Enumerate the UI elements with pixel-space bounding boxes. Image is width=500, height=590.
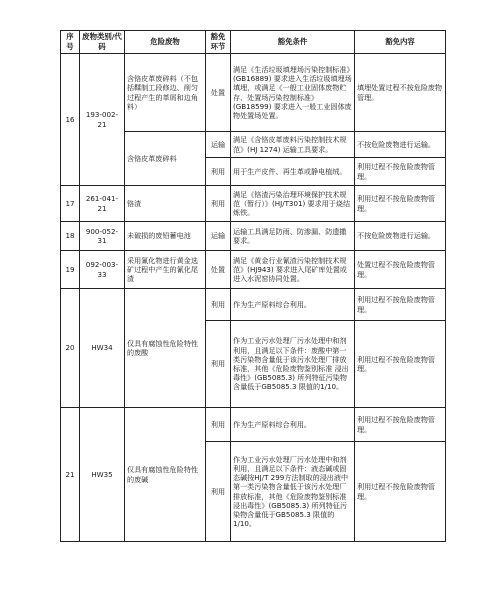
- exempt-stage: 利用: [206, 158, 231, 186]
- exempt-content: 不按危险废物进行运输。: [355, 222, 446, 251]
- exempt-condition: 满足《生活垃圾填埋场污染控制标准》(GB16889) 要求进入生活垃圾填埋场填埋，或满足《一般工业固体废物贮存、处置场污染控制标准》(GB18599) 要求进入一般工业固体废物处置场处置。: [231, 54, 355, 132]
- exempt-content: 利用过程不按危险废物管理。: [355, 289, 446, 321]
- row-number: 18: [61, 222, 80, 251]
- waste-code: 900-052-31: [80, 222, 125, 251]
- exempt-content: 利用过程不按危险废物管理。: [355, 158, 446, 186]
- exempt-condition: 满足《含铬皮革废料污染控制技术规范》(HJ 1274) 运输工具要求。: [231, 132, 355, 158]
- table-row: [61, 251, 446, 289]
- row-number: 16: [61, 54, 80, 186]
- header-condition: 豁免条件: [231, 31, 355, 54]
- exempt-content: 利用过程不按危险废物管理。: [355, 442, 446, 542]
- row-number: 21: [61, 408, 80, 542]
- header-no: 序号: [61, 31, 80, 54]
- waste-name: 含铬皮革废碎料: [125, 132, 206, 186]
- exempt-condition: 作为工业污水处理厂污水处理中和剂利用，且满足以下条件：液态碱或固态碱按HJ/T 299方法制取的浸出液中第一类污染物含量低于该污水处理厂排放标准，其他《危险废物鉴别标准 浸出毒性》(GB5085.3) 所列特征污染物含量低于GB5085.3 限值的1/10。: [231, 442, 355, 542]
- waste-code: HW35: [80, 408, 125, 542]
- exempt-condition: 运输工具满足防雨、防渗漏、防遗撒要求。: [231, 222, 355, 251]
- exempt-content: 利用过程不按危险废物管理。: [355, 186, 446, 222]
- table-row: [61, 289, 446, 321]
- waste-code: 193-002-21: [80, 54, 125, 186]
- row-number: 20: [61, 289, 80, 408]
- header-row: [61, 31, 446, 54]
- exempt-stage: 运输: [206, 132, 231, 158]
- table-row: [61, 222, 446, 251]
- header-link: 豁免环节: [206, 31, 231, 54]
- header-code: 废物类别/代码: [80, 31, 125, 54]
- exemption-table: [60, 30, 446, 542]
- exempt-condition: 作为工业污水处理厂污水处理中和剂利用，且满足以下条件：废酸中第一类污染物含量低于该污水处理厂排放标准，其他《危险废物鉴别标准 浸出毒性》(GB5085.3) 所列特征污染物含量低于GB5085.3 限值的1/10。: [231, 321, 355, 408]
- exempt-stage: 利用: [206, 186, 231, 222]
- waste-name: 铬渣: [125, 186, 206, 222]
- exempt-stage: 利用: [206, 321, 231, 408]
- waste-code: HW34: [80, 289, 125, 408]
- exempt-condition: 满足《黄金行业氰渣污染控制技术规范》(HJ943) 要求进入尾矿库处置或进入水泥窑协同处置。: [231, 251, 355, 289]
- exempt-stage: 利用: [206, 408, 231, 442]
- exempt-content: 填埋处置过程不按危险废物管理。: [355, 54, 446, 132]
- waste-name: 含铬皮革废碎料（不包括鞣制工段修边、削匀过程产生的革屑和边角料）: [125, 54, 206, 132]
- exempt-stage: 利用: [206, 442, 231, 542]
- header-waste: 危险废物: [125, 31, 206, 54]
- exempt-stage: 处置: [206, 251, 231, 289]
- waste-name: 采用氰化物进行黄金选矿过程中产生的氰化尾渣: [125, 251, 206, 289]
- exempt-stage: 运输: [206, 222, 231, 251]
- table-row: [61, 54, 446, 132]
- exempt-content: 处置过程不按危险废物管理。: [355, 251, 446, 289]
- waste-name: 仅具有腐蚀性危险特性的废酸: [125, 289, 206, 408]
- waste-name: 未破损的废铅蓄电池: [125, 222, 206, 251]
- header-content: 豁免内容: [355, 31, 446, 54]
- waste-code: 092-003-33: [80, 251, 125, 289]
- exempt-content: 利用过程不按危险废物管理。: [355, 321, 446, 408]
- exempt-condition: 作为生产原料综合利用。: [231, 408, 355, 442]
- exempt-content: 不按危险废物进行运输。: [355, 132, 446, 158]
- exempt-condition: 作为生产原料综合利用。: [231, 289, 355, 321]
- exempt-content: 利用过程不按危险废物管理。: [355, 408, 446, 442]
- exempt-stage: 利用: [206, 289, 231, 321]
- row-number: 17: [61, 186, 80, 222]
- waste-name: 仅具有腐蚀性危险特性的废碱: [125, 408, 206, 542]
- exempt-condition: 用于生产皮件、再生革或静电植绒。: [231, 158, 355, 186]
- waste-code: 261-041-21: [80, 186, 125, 222]
- table-row: [61, 186, 446, 222]
- table-row: [61, 408, 446, 442]
- exempt-stage: 处置: [206, 54, 231, 132]
- exempt-condition: 满足《铬渣污染治理环境保护技术规范（暂行）》(HJ/T301) 要求用于烧结炼铁。: [231, 186, 355, 222]
- row-number: 19: [61, 251, 80, 289]
